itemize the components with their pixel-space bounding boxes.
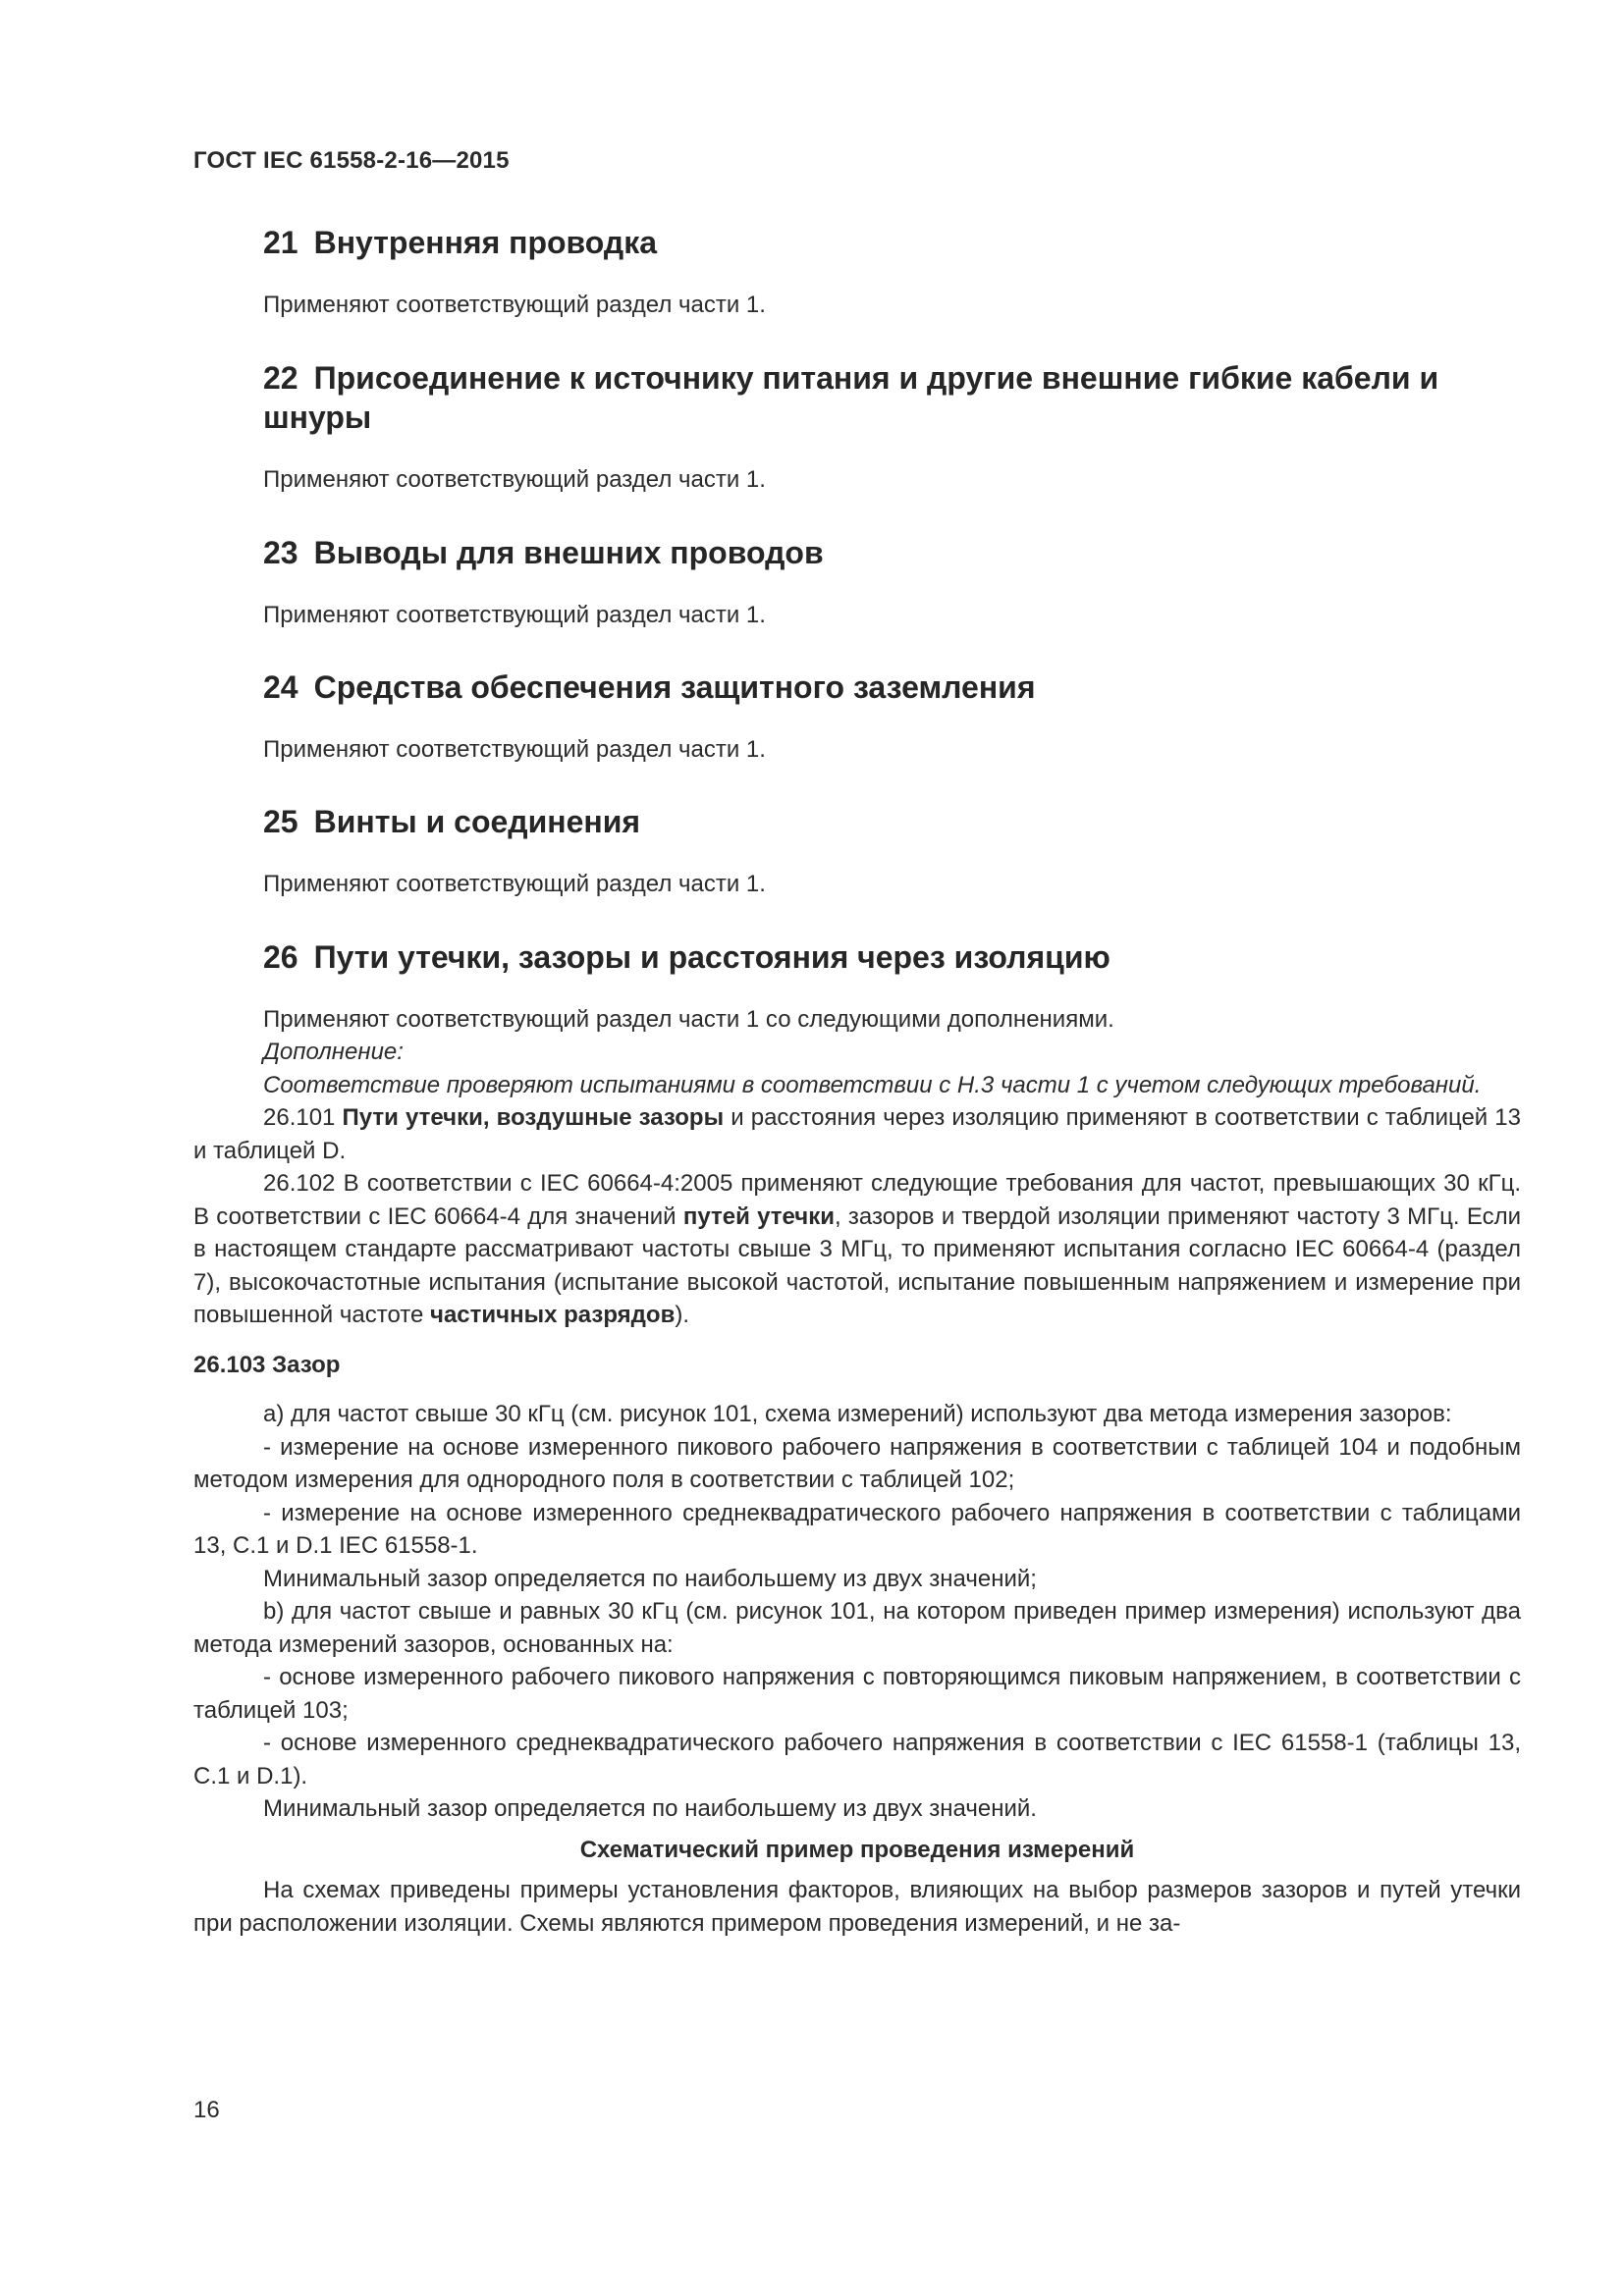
section-text: Применяют соответствующий раздел части 1. [263, 736, 766, 763]
document-code: ГОСТ IEC 61558-2-16—2015 [193, 147, 510, 174]
item-b-intro: b) для частот свыше и равных 30 кГц (см. рисунок 101, на котором приведен пример измерения) используют два метода измерений зазоров, основанных на: [193, 1598, 1521, 1658]
section-title: 25 Винты и соединения [263, 804, 641, 839]
page-number: 16 [193, 2097, 220, 2123]
paragraph-26-102: 26.102 В соответствии с IEC 60664-4:2005 применяют следующие требования для частот, превышающих 30 кГц. В соответствии с IEC 60664-4 для значений путей утечки, зазоров и твердой изоляции применяют частоту 3 МГц. Если в настоящем стандарте рассматривают частоты свыше 3 МГц, то применяют испытания согласно IEC 60664-4 (раздел 7), высокочастотные испытания (испытание высокой частотой, испытание повышенным напряжением и измерение при повышенной частоте частичных разрядов). [193, 1170, 1521, 1328]
section-title: 26 Пути утечки, зазоры и расстояния через изоляцию [263, 939, 1110, 975]
item-a-dash-2: - измерение на основе измеренного среднеквадратического рабочего напряжения в соответствии с таблицами 13, С.1 и D.1 IEC 61558-1. [193, 1499, 1521, 1559]
section-26-body [193, 1036, 1521, 1940]
section-title: 23 Выводы для внешних проводов [263, 535, 824, 570]
addition-label: Дополнение: [263, 1039, 404, 1065]
section-title: 24 Средства обеспечения защитного заземления [263, 669, 1036, 705]
scheme-example-text: На схемах приведены примеры установления факторов, влияющих на выбор размеров зазоров и путей утечки при расположении изоляции. Схемы являются примером проведения измерений, и не за- [193, 1877, 1521, 1937]
item-a-minimum: Минимальный зазор определяется по наибольшему из двух значений; [263, 1565, 1037, 1592]
section-text: Применяют соответствующий раздел части 1. [263, 602, 766, 628]
paragraph-26-101: 26.101 Пути утечки, воздушные зазоры и расстояния через изоляцию применяют в соответствии с таблицей 13 и таблицей D. [193, 1104, 1522, 1164]
paragraph-26-103-title: 26.103 Зазор [193, 1351, 341, 1378]
item-b-dash-2: - основе измеренного среднеквадратического рабочего напряжения в соответствии с IEC 61558-1 (таблицы 13, С.1 и D.1). [193, 1730, 1521, 1789]
section-text: Применяют соответствующий раздел части 1. [263, 466, 766, 493]
section-25 [263, 802, 1520, 900]
section-23 [263, 533, 1520, 631]
compliance-text: Соответствие проверяют испытаниями в соответствии с Н.3 части 1 с учетом следующих требований. [263, 1071, 1482, 1098]
item-b-minimum: Минимальный зазор определяется по наибольшему из двух значений. [263, 1795, 1037, 1822]
scheme-example-title: Схематический пример проведения измерений [579, 1836, 1135, 1863]
item-a-dash-1: - измерение на основе измеренного пикового рабочего напряжения в соответствии с таблицей 104 и подобным методом измерения для однородного поля в соответствии с таблицей 102; [193, 1433, 1521, 1493]
section-21 [263, 223, 1520, 321]
section-text: Применяют соответствующий раздел части 1. [263, 292, 766, 318]
item-a-intro: а) для частот свыше 30 кГц (см. рисунок 101, схема измерений) используют два метода измерения зазоров: [263, 1401, 1452, 1427]
section-24 [263, 667, 1520, 766]
section-text: Применяют соответствующий раздел части 1 со следующими дополнениями. [263, 1006, 1114, 1033]
section-26 [263, 937, 1520, 1036]
section-title: 21 Внутренняя проводка [263, 225, 658, 260]
section-22 [263, 358, 1520, 496]
section-text: Применяют соответствующий раздел части 1. [263, 871, 766, 897]
item-b-dash-1: - основе измеренного рабочего пикового напряжения с повторяющимся пиковым напряжением, в соответствии с таблицей 103; [193, 1664, 1521, 1724]
section-title: 22 Присоединение к источнику питания и другие внешние гибкие кабели и шнуры [263, 360, 1439, 435]
